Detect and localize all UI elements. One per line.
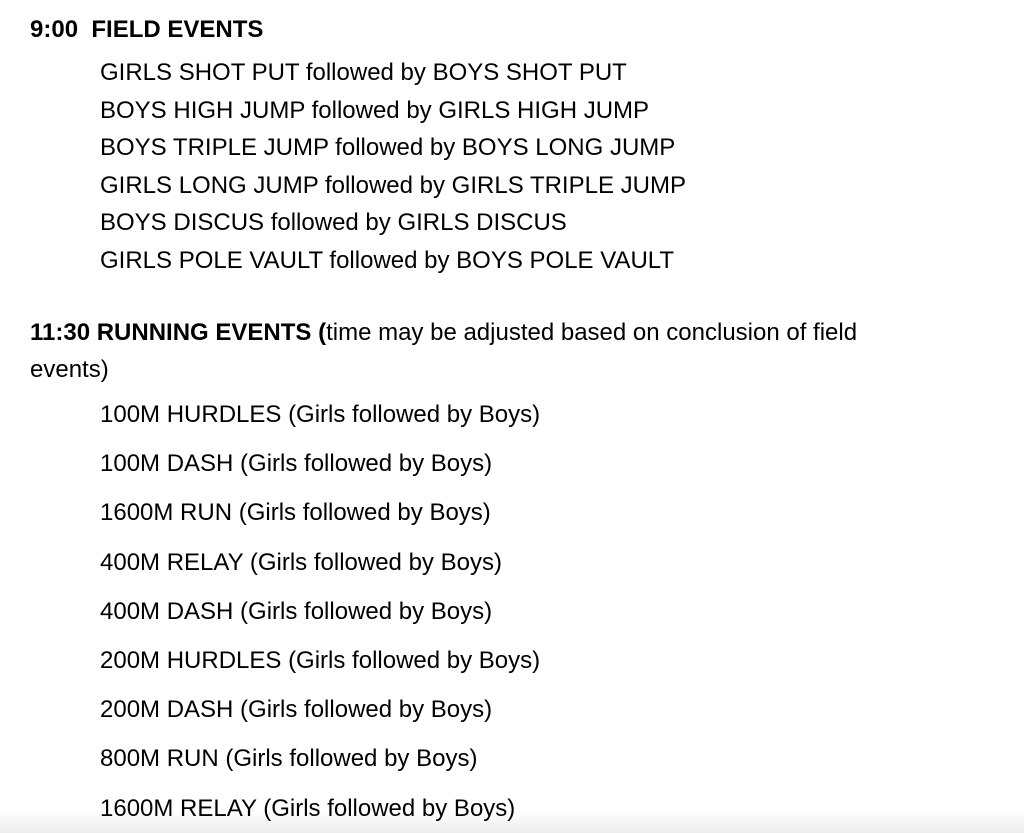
list-item: 100M HURDLES (Girls followed by Boys) bbox=[100, 401, 541, 428]
field-events-heading bbox=[30, 15, 263, 45]
list-item: BOYS HIGH JUMP followed by GIRLS HIGH JUMP bbox=[100, 96, 650, 124]
list-item: GIRLS LONG JUMP followed by GIRLS TRIPLE JUMP bbox=[100, 171, 686, 199]
list-item: 400M RELAY (Girls followed by Boys) bbox=[100, 548, 502, 576]
running-events-list bbox=[100, 390, 540, 833]
list-item: 800M RUN (Girls followed by Boys) bbox=[100, 745, 478, 773]
list-item: BOYS DISCUS followed by GIRLS DISCUS bbox=[100, 209, 567, 237]
list-item: 100M DASH (Girls followed by Boys) bbox=[100, 450, 493, 478]
list-item: 200M DASH (Girls followed by Boys) bbox=[100, 696, 493, 724]
list-item: GIRLS POLE VAULT followed by BOYS POLE VAULT bbox=[100, 246, 675, 274]
list-item: 1600M RUN (Girls followed by Boys) bbox=[100, 499, 491, 527]
running-events-heading bbox=[30, 314, 920, 388]
list-item: BOYS TRIPLE JUMP followed by BOYS LONG JUMP bbox=[100, 134, 676, 162]
running-events-note: time may be adjusted based on conclusion of field events) bbox=[30, 319, 858, 383]
field-events-time: 9:00 bbox=[30, 16, 79, 43]
list-item: 200M HURDLES (Girls followed by Boys) bbox=[100, 646, 541, 674]
list-item: 1600M RELAY (Girls followed by Boys) bbox=[100, 794, 516, 822]
field-events-title: FIELD EVENTS bbox=[91, 16, 264, 43]
running-events-title: 11:30 RUNNING EVENTS ( bbox=[30, 319, 327, 346]
list-item: GIRLS SHOT PUT followed by BOYS SHOT PUT bbox=[100, 59, 627, 86]
list-item: 400M DASH (Girls followed by Boys) bbox=[100, 597, 493, 625]
field-events-list bbox=[100, 54, 686, 280]
